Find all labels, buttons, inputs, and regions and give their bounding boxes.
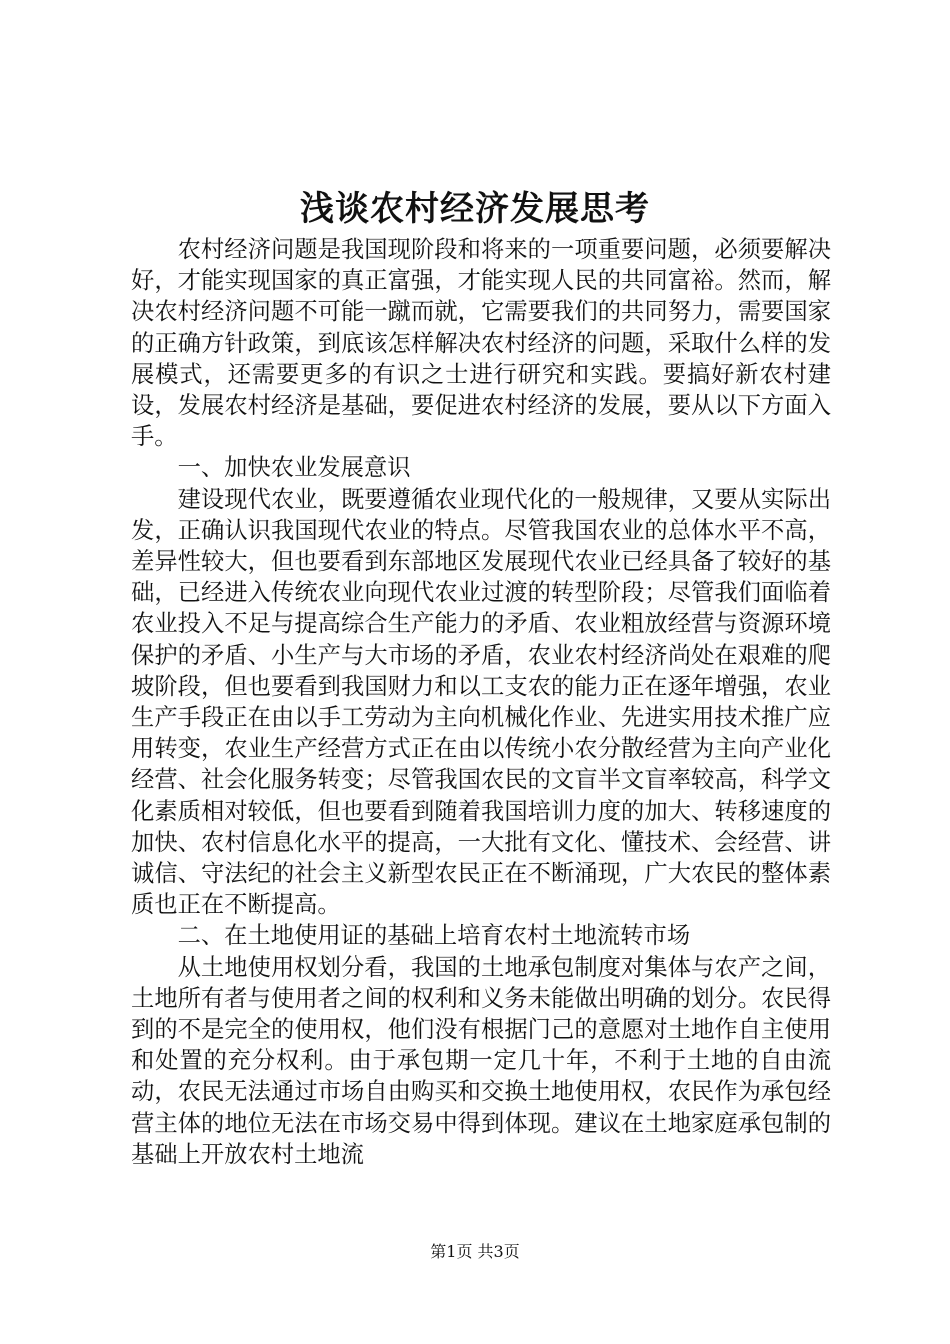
paragraph-intro: 农村经济问题是我国现阶段和将来的一项重要问题，必须要解决好，才能实现国家的真正富强，才能实现人民的共同富裕。然而，解决农村经济问题不可能一蹴而就，它需要我们的共同努力，需要国家的正确方针政策，到底该怎样解决农村经济的问题，采取什么样的发展模式，还需要更多的有识之士进行研究和实践。要搞好新农村建设，发展农村经济是基础，要促进农村经济的发展，要从以下方面入手。 <box>131 236 831 451</box>
section-heading-2: 二、在土地使用证的基础上培育农村土地流转市场 <box>177 922 691 950</box>
paragraph-section-2: 从土地使用权划分看，我国的土地承包制度对集体与农产之间，土地所有者与使用者之间的权利和义务未能做出明确的划分。农民得到的不是完全的使用权，他们没有根据门己的意愿对土地作自主使用和处置的充分权利。由于承包期一定几十年，不利于土地的自由流动，农民无法通过市场自由购买和交换土地使用权，农民作为承包经营主体的地位无法在市场交易中得到体现。建议在土地家庭承包制的基础上开放农村土地流 <box>131 953 831 1168</box>
page-footer: 第1页 共3页 <box>430 1242 520 1261</box>
document-title: 浅谈农村经济发展思考 <box>300 189 650 229</box>
document-body <box>131 234 831 1170</box>
section-heading-1: 一、加快农业发展意识 <box>177 454 411 482</box>
paragraph-section-1: 建设现代农业，既要遵循农业现代化的一般规律，又要从实际出发，正确认识我国现代农业的特点。尽管我国农业的总体水平不高，差异性较大，但也要看到东部地区发展现代农业已经具备了较好的基础，已经进入传统农业向现代农业过渡的转型阶段；尽管我们面临着农业投入不足与提高综合生产能力的矛盾、农业粗放经营与资源环境保护的矛盾、小生产与大市场的矛盾，农业农村经济尚处在艰难的爬坡阶段，但也要看到我国财力和以工支农的能力正在逐年增强，农业生产手段正在由以手工劳动为主向机械化作业、先进实用技术推广应用转变，农业生产经营方式正在由以传统小农分散经营为主向产业化经营、社会化服务转变；尽管我国农民的文盲半文盲率较高，科学文化素质相对较低，但也要看到随着我国培训力度的加大、转移速度的加快、农村信息化水平的提高，一大批有文化、懂技术、会经营、讲诚信、守法纪的社会主义新型农民正在不断涌现，广大农民的整体素质也正在不断提高。 <box>131 485 831 919</box>
